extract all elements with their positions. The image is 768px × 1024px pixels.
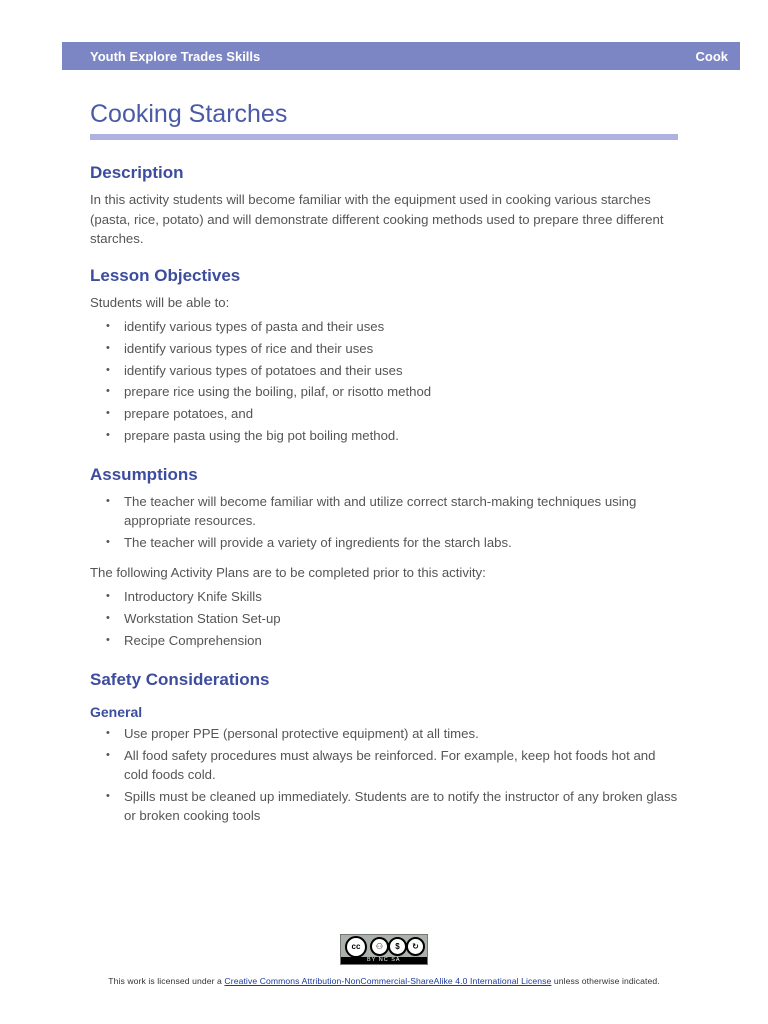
sharealike-icon: ↻: [406, 937, 425, 956]
license-suffix: unless otherwise indicated.: [551, 976, 660, 986]
assumptions-list: [90, 492, 680, 553]
title-underline-rule: [90, 134, 678, 140]
safety-list: [90, 724, 680, 826]
license-link[interactable]: Creative Commons Attribution-NonCommercial-ShareAlike 4.0 International License: [224, 976, 552, 986]
safety-heading: Safety Considerations: [90, 669, 270, 689]
list-item: • identify various types of rice and their uses: [90, 339, 680, 359]
header-trade-name: Cook: [695, 49, 728, 64]
noncommercial-icon: $: [388, 937, 407, 956]
cc-icon: cc: [345, 936, 367, 958]
objectives-heading: Lesson Objectives: [90, 265, 241, 285]
list-item: • Spills must be cleaned up immediately. Students are to notify the instructor of any broken glass or broken cooking tools: [90, 787, 680, 826]
description-text: In this activity students will become familiar with the equipment used in cooking various starches (pasta, rice, potato) and will demonstrate different cooking methods used to prepare three different starches.: [90, 192, 664, 246]
list-item: • The teacher will provide a variety of ingredients for the starch labs.: [90, 533, 680, 553]
list-item: • Recipe Comprehension: [90, 631, 680, 651]
list-item: • Use proper PPE (personal protective equipment) at all times.: [90, 724, 680, 744]
list-item: • prepare rice using the boiling, pilaf, or risotto method: [90, 382, 680, 402]
safety-general-heading: General: [90, 703, 143, 720]
attribution-icon: ⚇: [370, 937, 389, 956]
list-item: • prepare potatoes, and: [90, 404, 680, 424]
objectives-intro: Students will be able to:: [90, 294, 230, 310]
objectives-list: [90, 317, 680, 445]
list-item: • Introductory Knife Skills: [90, 587, 680, 607]
page-footer: [0, 934, 768, 986]
list-item: • prepare pasta using the big pot boiling method.: [90, 426, 680, 446]
badge-labels: BY NC SA: [367, 957, 401, 963]
page-title: Cooking Starches: [90, 100, 288, 128]
creative-commons-by-nc-sa-icon[interactable]: [340, 934, 428, 965]
description-heading: Description: [90, 163, 184, 182]
license-prefix: This work is licensed under a: [108, 976, 225, 986]
license-statement: [0, 976, 768, 986]
list-item: • All food safety procedures must always be reinforced. For example, keep hot foods hot and cold foods cold.: [90, 746, 680, 785]
header-series-title: Youth Explore Trades Skills: [90, 49, 261, 64]
prior-activities-intro: The following Activity Plans are to be completed prior to this activity:: [90, 564, 486, 580]
assumptions-heading: Assumptions: [90, 464, 198, 484]
document-body: [90, 96, 680, 828]
running-header: [62, 42, 740, 70]
prior-activities-list: [90, 587, 680, 650]
list-item: • Workstation Station Set-up: [90, 609, 680, 629]
list-item: • identify various types of pasta and their uses: [90, 317, 680, 337]
list-item: • The teacher will become familiar with and utilize correct starch-making techniques using appropriate resources.: [90, 492, 680, 531]
list-item: • identify various types of potatoes and their uses: [90, 361, 680, 381]
